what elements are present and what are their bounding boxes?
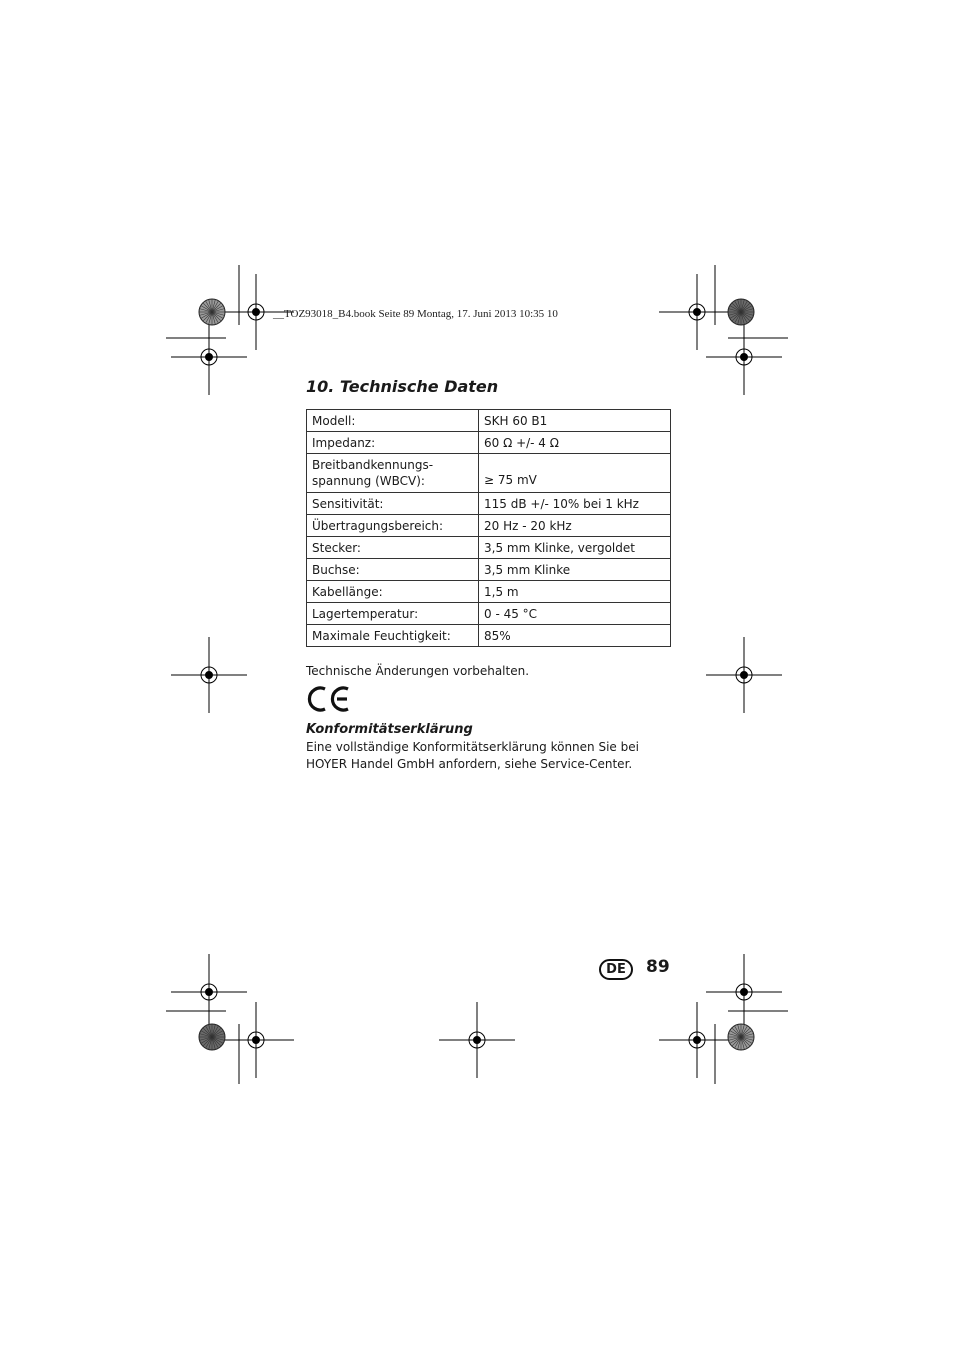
spec-label: Kabellänge: xyxy=(307,581,479,603)
spec-label: Lagertemperatur: xyxy=(307,603,479,625)
spec-row xyxy=(307,493,671,515)
spec-value: SKH 60 B1 xyxy=(479,410,671,432)
language-badge: DE xyxy=(599,959,633,980)
spec-row xyxy=(307,581,671,603)
spec-label: Sensitivität: xyxy=(307,493,479,515)
spec-label: Modell: xyxy=(307,410,479,432)
page-number: 89 xyxy=(646,957,670,977)
spec-value: 3,5 mm Klinke, vergoldet xyxy=(479,537,671,559)
spec-label: Übertragungsbereich: xyxy=(307,515,479,537)
registration-mark-icon xyxy=(439,1002,515,1078)
spec-label: Stecker: xyxy=(307,537,479,559)
spec-value: 3,5 mm Klinke xyxy=(479,559,671,581)
ce-mark-logo xyxy=(306,685,352,713)
registration-mark-icon xyxy=(171,954,247,1030)
conformity-heading: Konformitätserklärung xyxy=(306,722,473,737)
color-calibration-disc-icon xyxy=(199,299,225,325)
registration-mark-icon xyxy=(706,637,782,713)
spec-row xyxy=(307,603,671,625)
spec-label: Breitbandkennungs- spannung (WBCV): xyxy=(307,454,479,493)
spec-label: Maximale Feuchtigkeit: xyxy=(307,625,479,647)
spec-row xyxy=(307,625,671,647)
print-slug: __TOZ93018_B4.book Seite 89 Montag, 17. Juni 2013 10:35 10 xyxy=(273,308,558,320)
registration-mark-icon xyxy=(706,954,782,1030)
spec-value: 1,5 m xyxy=(479,581,671,603)
spec-row xyxy=(307,454,671,493)
spec-table xyxy=(306,409,671,647)
spec-label: Buchse: xyxy=(307,559,479,581)
spec-value: 20 Hz - 20 kHz xyxy=(479,515,671,537)
spec-value: 85% xyxy=(479,625,671,647)
color-calibration-disc-icon xyxy=(728,1024,754,1050)
spec-value: ≥ 75 mV xyxy=(479,454,671,493)
spec-row xyxy=(307,432,671,454)
registration-mark-icon xyxy=(706,319,782,395)
color-calibration-disc-icon xyxy=(199,1024,225,1050)
section-heading: 10. Technische Daten xyxy=(306,377,499,396)
changes-note: Technische Änderungen vorbehalten. xyxy=(306,664,530,678)
registration-mark-icon xyxy=(218,1002,294,1078)
registration-mark-icon xyxy=(171,637,247,713)
spec-row xyxy=(307,410,671,432)
spec-value: 0 - 45 °C xyxy=(479,603,671,625)
registration-mark-icon xyxy=(659,274,735,350)
spec-row xyxy=(307,515,671,537)
spec-value: 60 Ω +/- 4 Ω xyxy=(479,432,671,454)
spec-row xyxy=(307,559,671,581)
spec-value: 115 dB +/- 10% bei 1 kHz xyxy=(479,493,671,515)
spec-row xyxy=(307,537,671,559)
registration-mark-icon xyxy=(659,1002,735,1078)
conformity-text: Eine vollständige Konformitätserklärung können Sie bei HOYER Handel GmbH anfordern, siehe Service-Center. xyxy=(306,740,639,771)
color-calibration-disc-icon xyxy=(728,299,754,325)
spec-label: Impedanz: xyxy=(307,432,479,454)
registration-mark-icon xyxy=(171,319,247,395)
